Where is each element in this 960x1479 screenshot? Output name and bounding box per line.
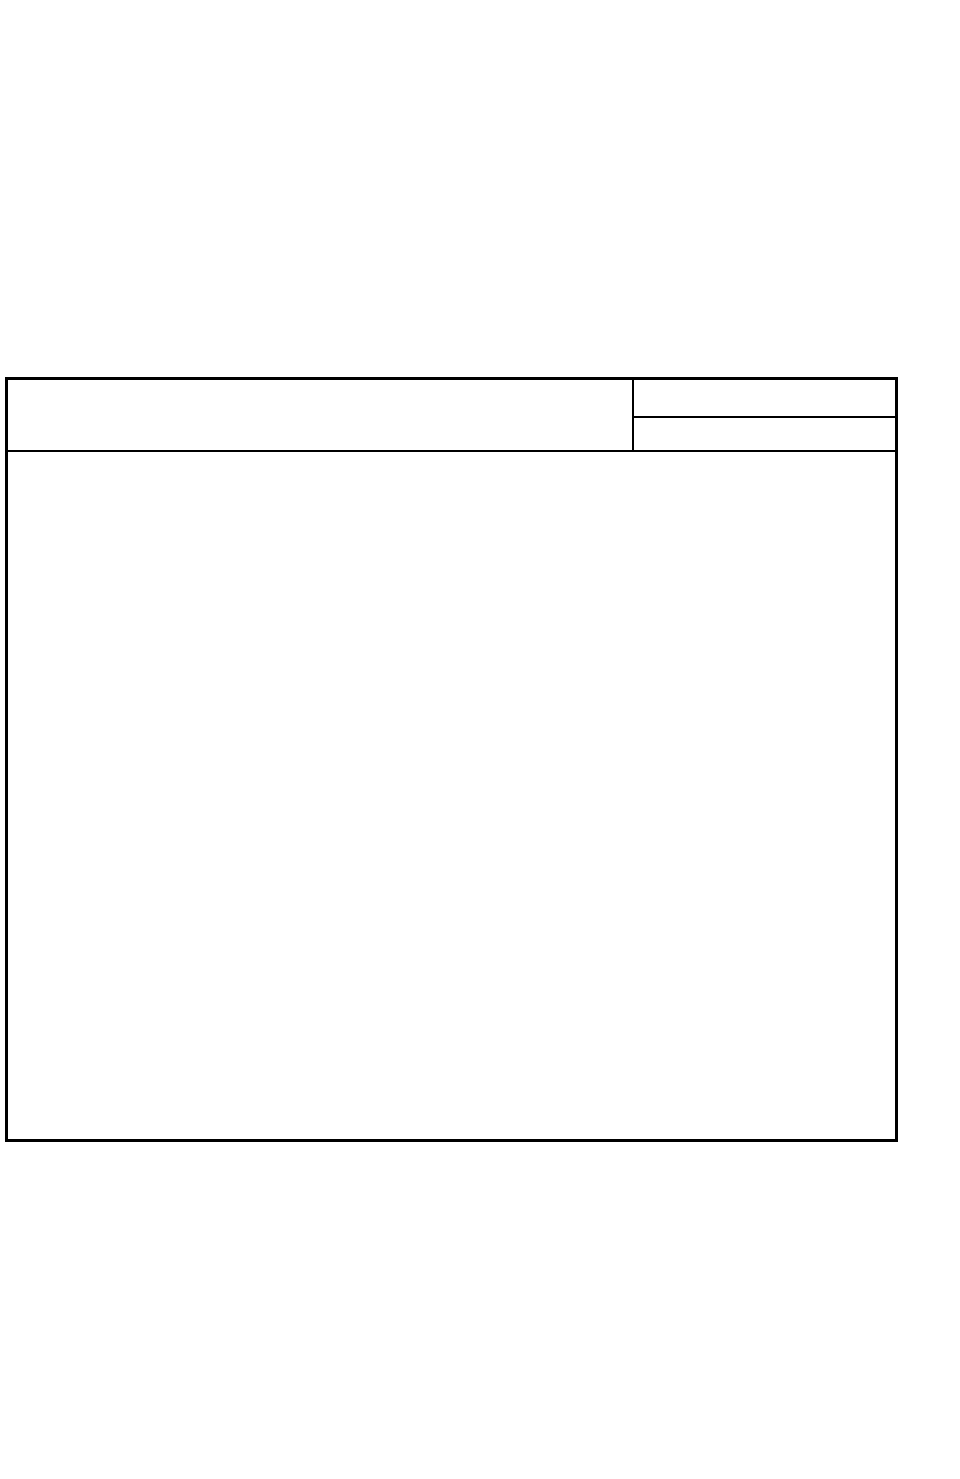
study-table [5, 377, 898, 1142]
header-divider [632, 380, 634, 450]
header-rule [632, 416, 895, 418]
header-bottom-rule [8, 450, 895, 452]
